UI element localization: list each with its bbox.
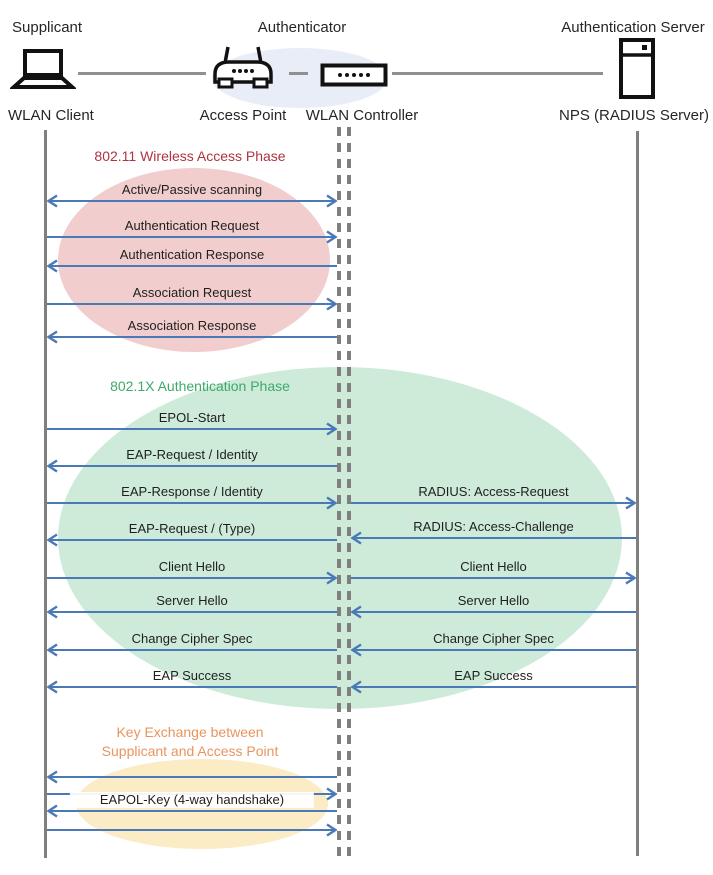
- laptop-icon: [10, 48, 76, 92]
- phase-key-exchange-title-line2: Supplicant and Access Point: [101, 743, 279, 759]
- message-label: Client Hello: [158, 559, 226, 574]
- message-arrow-right: [47, 823, 337, 837]
- message-label: EAP-Request / Identity: [126, 447, 258, 462]
- message-label: Client Hello: [460, 559, 527, 574]
- message-label: Association Request: [132, 285, 252, 300]
- wlan-controller-lifeline-dashed: [347, 127, 351, 857]
- message-label: Change Cipher Spec: [131, 631, 253, 646]
- message-label: Association Response: [127, 318, 257, 333]
- message-label: Server Hello: [457, 593, 530, 608]
- device-nps-label: NPS (RADIUS Server): [558, 107, 710, 124]
- message-label: EPOL-Start: [158, 410, 226, 425]
- message-label: RADIUS: Access-Challenge: [413, 519, 574, 534]
- device-wlan-controller-label: WLAN Controller: [305, 107, 419, 124]
- message-label: EAP Success: [454, 668, 533, 683]
- connector-line: [78, 72, 206, 75]
- role-auth-server-label: Authentication Server: [561, 19, 705, 36]
- connector-line: [392, 72, 603, 75]
- message-arrow-left: [47, 770, 337, 784]
- nps-lifeline: [636, 131, 639, 856]
- wlan-controller-lifeline-dashed: [337, 127, 341, 857]
- message-label: RADIUS: Access-Request: [418, 484, 569, 499]
- phase-key-exchange-title-line1: Key Exchange between: [116, 724, 264, 740]
- message-label: EAP Success: [152, 668, 232, 683]
- server-icon: [618, 37, 656, 100]
- message-label: Change Cipher Spec: [433, 631, 554, 646]
- wlan-controller-icon: [320, 63, 388, 87]
- access-point-icon: [207, 44, 279, 92]
- message-label: EAPOL-Key (4-way handshake): [70, 792, 314, 808]
- message-label: Authentication Response: [119, 247, 265, 262]
- role-authenticator-label: Authenticator: [257, 19, 347, 36]
- phase-802-1x-title: 802.1X Authentication Phase: [110, 378, 290, 394]
- connector-line: [289, 72, 308, 75]
- device-wlan-client-label: WLAN Client: [8, 107, 94, 124]
- phase-key-exchange-title: [102, 723, 279, 761]
- message-label: EAP-Request / (Type): [128, 521, 256, 536]
- device-access-point-label: Access Point: [199, 107, 287, 124]
- message-label: Active/Passive scanning: [121, 182, 263, 197]
- message-label: Authentication Request: [124, 218, 260, 233]
- message-label: Server Hello: [156, 593, 228, 608]
- message-label: EAP-Response / Identity: [121, 484, 263, 499]
- phase-802-11-title: 802.11 Wireless Access Phase: [94, 148, 286, 164]
- role-supplicant-label: Supplicant: [12, 19, 83, 36]
